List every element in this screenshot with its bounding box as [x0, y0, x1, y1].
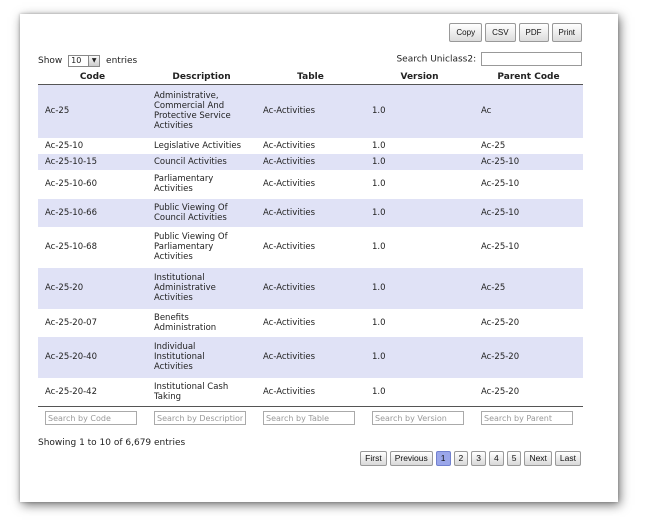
table-row[interactable] [38, 85, 583, 138]
cell-version: 1.0 [365, 170, 474, 199]
first-page-button[interactable]: First [360, 451, 387, 466]
cell-description: Public Viewing Of Council Activities [147, 199, 256, 227]
cell-description: Administrative, Commercial And Protective Service Activities [147, 85, 256, 138]
filter-description-input[interactable] [154, 411, 246, 425]
page-button-5[interactable]: 5 [507, 451, 522, 466]
table-row[interactable] [38, 227, 583, 268]
page-button-4[interactable]: 4 [489, 451, 504, 466]
page-button-1[interactable]: 1 [436, 451, 451, 466]
table-row[interactable] [38, 154, 583, 170]
cell-version: 1.0 [365, 378, 474, 407]
print-button[interactable]: Print [552, 23, 582, 42]
filter-cell-version [365, 407, 474, 426]
filter-code-input[interactable] [45, 411, 137, 425]
table-row[interactable] [38, 378, 583, 407]
cell-parent: Ac-25-10 [474, 199, 583, 227]
data-table [38, 69, 583, 425]
cell-version: 1.0 [365, 138, 474, 154]
cell-parent: Ac-25-20 [474, 337, 583, 378]
cell-parent: Ac-25-20 [474, 309, 583, 337]
pdf-button[interactable]: PDF [519, 23, 549, 42]
cell-code: Ac-25-10-68 [38, 227, 147, 268]
table-row[interactable] [38, 170, 583, 199]
global-search [396, 52, 582, 66]
filter-cell-description [147, 407, 256, 426]
cell-code: Ac-25-20-42 [38, 378, 147, 407]
cell-code: Ac-25-20 [38, 268, 147, 309]
cell-description: Benefits Administration [147, 309, 256, 337]
cell-version: 1.0 [365, 309, 474, 337]
previous-page-button[interactable]: Previous [390, 451, 433, 466]
pagination [360, 451, 581, 466]
cell-parent: Ac-25 [474, 138, 583, 154]
cell-version: 1.0 [365, 337, 474, 378]
cell-table: Ac-Activities [256, 138, 365, 154]
cell-parent: Ac-25-10 [474, 154, 583, 170]
cell-table: Ac-Activities [256, 337, 365, 378]
cell-code: Ac-25-10-15 [38, 154, 147, 170]
filter-cell-parent [474, 407, 583, 426]
length-control [38, 54, 137, 68]
filter-version-input[interactable] [372, 411, 464, 425]
table-row[interactable] [38, 309, 583, 337]
search-label: Search Uniclass2: [396, 54, 477, 65]
cell-table: Ac-Activities [256, 199, 365, 227]
header-row [38, 69, 583, 85]
cell-table: Ac-Activities [256, 170, 365, 199]
cell-description: Institutional Cash Taking [147, 378, 256, 407]
table-info: Showing 1 to 10 of 6,679 entries [38, 438, 186, 448]
cell-parent: Ac-25 [474, 268, 583, 309]
length-suffix: entries [106, 56, 138, 66]
cell-version: 1.0 [365, 199, 474, 227]
cell-table: Ac-Activities [256, 378, 365, 407]
cell-code: Ac-25-20-07 [38, 309, 147, 337]
page-button-2[interactable]: 2 [454, 451, 469, 466]
length-value: 10 [71, 55, 82, 65]
filter-cell-table [256, 407, 365, 426]
cell-parent: Ac-25-10 [474, 227, 583, 268]
cell-table: Ac-Activities [256, 85, 365, 138]
column-header-parent[interactable]: Parent Code [474, 69, 583, 85]
length-label: Show [38, 56, 63, 66]
column-header-table[interactable]: Table [256, 69, 365, 85]
column-header-description[interactable]: Description [147, 69, 256, 85]
filter-parent-input[interactable] [481, 411, 573, 425]
cell-description: Public Viewing Of Parliamentary Activities [147, 227, 256, 268]
filter-cell-code [38, 407, 147, 426]
cell-table: Ac-Activities [256, 154, 365, 170]
csv-button[interactable]: CSV [485, 23, 515, 42]
cell-version: 1.0 [365, 227, 474, 268]
copy-button[interactable]: Copy [449, 23, 482, 42]
cell-code: Ac-25-10-60 [38, 170, 147, 199]
cell-code: Ac-25-10-66 [38, 199, 147, 227]
cell-code: Ac-25 [38, 85, 147, 138]
cell-description: Individual Institutional Activities [147, 337, 256, 378]
cell-version: 1.0 [365, 154, 474, 170]
table-panel [20, 14, 618, 502]
table-row[interactable] [38, 337, 583, 378]
page-button-3[interactable]: 3 [471, 451, 486, 466]
cell-description: Parliamentary Activities [147, 170, 256, 199]
table-row[interactable] [38, 268, 583, 309]
column-header-version[interactable]: Version [365, 69, 474, 85]
cell-parent: Ac-25-20 [474, 378, 583, 407]
cell-version: 1.0 [365, 85, 474, 138]
export-toolbar [449, 23, 582, 42]
filter-row [38, 407, 583, 426]
cell-table: Ac-Activities [256, 309, 365, 337]
filter-table-input[interactable] [263, 411, 355, 425]
cell-table: Ac-Activities [256, 268, 365, 309]
chevron-down-icon[interactable]: ▼ [88, 56, 99, 66]
table-row[interactable] [38, 138, 583, 154]
cell-description: Council Activities [147, 154, 256, 170]
cell-version: 1.0 [365, 268, 474, 309]
cell-description: Institutional Administrative Activities [147, 268, 256, 309]
cell-parent: Ac [474, 85, 583, 138]
length-select[interactable] [68, 55, 100, 67]
search-input[interactable] [481, 52, 582, 66]
cell-code: Ac-25-10 [38, 138, 147, 154]
cell-code: Ac-25-20-40 [38, 337, 147, 378]
table-row[interactable] [38, 199, 583, 227]
last-page-button[interactable]: Last [555, 451, 581, 466]
column-header-code[interactable]: Code [38, 69, 147, 85]
cell-description: Legislative Activities [147, 138, 256, 154]
cell-table: Ac-Activities [256, 227, 365, 268]
cell-parent: Ac-25-10 [474, 170, 583, 199]
next-page-button[interactable]: Next [524, 451, 551, 466]
